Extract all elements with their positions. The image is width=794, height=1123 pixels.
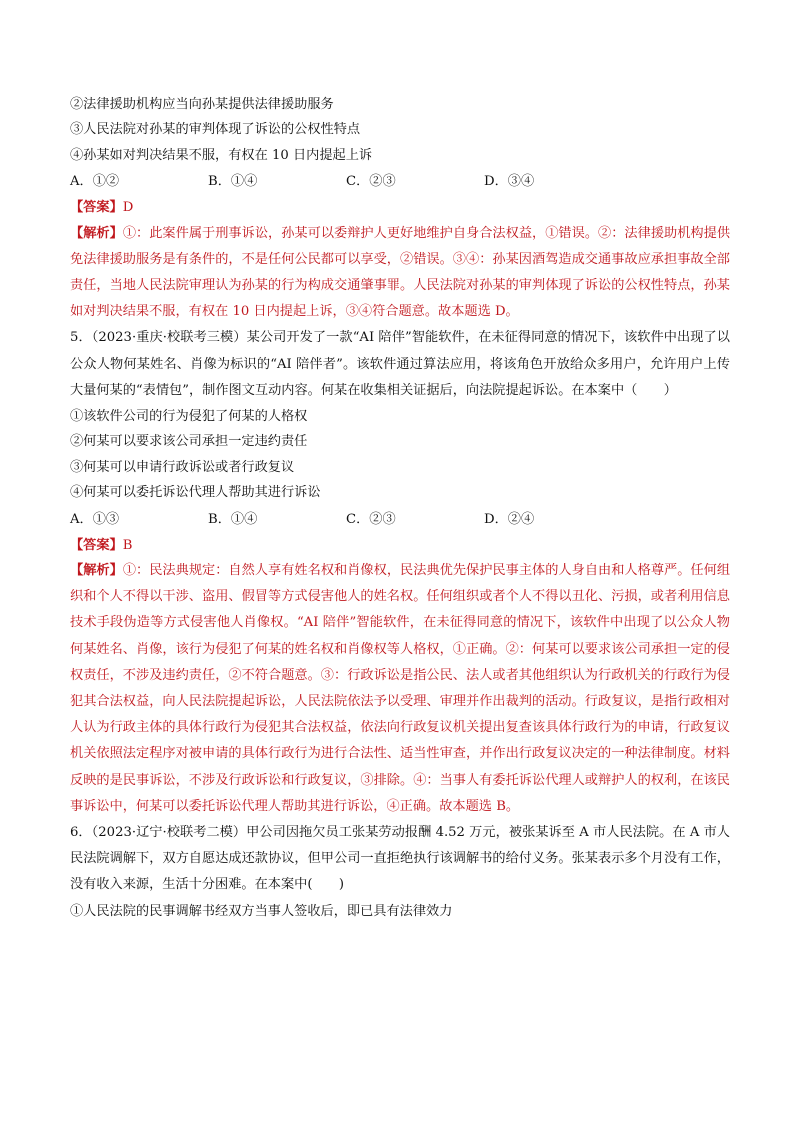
q5-item-2: ②何某可以要求该公司承担一定违约责任 bbox=[70, 434, 308, 450]
q4-analysis-text: ①：此案件属于刑事诉讼，孙某可以委辩护人更好地维护自身合法权益，①错误。②：法律援助机构提供免法律援助服务是有条件的，不是任何公民都可以享受，②错误。③④：孙某因酒驾造成交通事故应承担事故全部责任，当地人民法院审理认为孙某的行为构成交通肇事罪。人民法院对孙某的审判体现了诉讼的公权性特点，孙某如对判决结果不服，有权在 10 日内提起上诉，③④符合题意。故本题选 D。 bbox=[70, 225, 731, 320]
q4-option-c: C．②③ bbox=[346, 174, 396, 190]
document-page bbox=[70, 92, 730, 924]
q5-item-1: ①该软件公司的行为侵犯了何某的人格权 bbox=[70, 408, 308, 424]
q4-answer bbox=[70, 195, 730, 220]
q5-option-b: B．①④ bbox=[208, 511, 258, 527]
q4-analysis-tag: 【解析】 bbox=[70, 225, 123, 241]
q5-stem: 5．（2023·重庆·校联考三模）某公司开发了一款“AI 陪伴”智能软件，在未征得同意的情况下，该软件中出现了以公众人物何某姓名、肖像为标识的“AI 陪伴者”。该软件通过算法应用，将该角色开放给众多用户，允许用户上传大量何某的“表情包”，制作图文互动内容。何某在收集相关证据后，向法院提起诉讼。在本案中（ ） bbox=[70, 330, 730, 398]
q4-answer-value: D bbox=[122, 200, 134, 216]
q4-option-d: D．③④ bbox=[484, 174, 535, 190]
q5-answer bbox=[70, 533, 730, 558]
q4-answer-tag: 【答案】 bbox=[70, 200, 123, 216]
q4-item-3: ③人民法院对孙某的审判体现了诉讼的公权性特点 bbox=[70, 122, 361, 138]
q5-options bbox=[70, 506, 730, 533]
q5-analysis-text: ①：民法典规定：自然人享有姓名权和肖像权，民法典优先保护民事主体的人身自由和人格尊严。任何组织和个人不得以干涉、盗用、假冒等方式侵害他人的姓名权。任何组织或者个人不得以丑化、污损，或者利用信息技术手段伪造等方式侵害他人肖像权。“AI 陪伴”智能软件，在未征得同意的情况下，该软件中出现了以公众人物何某姓名、肖像，该行为侵犯了何某的姓名权和肖像权等人格权，①正确。②：何某可以要求该公司承担一定的侵权责任，不涉及违约责任，②不符合题意。③：行政诉讼是指公民、法人或者其他组织认为行政机关的行政行为侵犯其合法权益，向人民法院提起诉讼，人民法院依法予以受理、审理并作出裁判的活动。行政复议，是指行政相对人认为行政主体的具体行政行为侵犯其合法权益，依法向行政复议机关提出复查该具体行政行为的申请，行政复议机关依照法定程序对被申请的具体行政行为进行合法性、适当性审查，并作出行政复议决定的一种法律制度。材料反映的是民事诉讼，不涉及行政诉讼和行政复议，③排除。④：当事人有委托诉讼代理人或辩护人的权利，在该民事诉讼中，何某可以委托诉讼代理人帮助其进行诉讼，④正确。故本题选 B。 bbox=[70, 562, 731, 814]
q5-option-d: D．②④ bbox=[484, 511, 535, 527]
q4-options bbox=[70, 168, 730, 195]
q5-analysis bbox=[70, 558, 730, 820]
q5-option-a: A．①③ bbox=[70, 511, 120, 527]
q5-analysis-tag: 【解析】 bbox=[70, 562, 123, 578]
q6-stem: 6．（2023·辽宁·校联考二模）甲公司因拖欠员工张某劳动报酬 4.52 万元，被张某诉至 A 市人民法院。在 A 市人民法院调解下，双方自愿达成还款协议，但甲公司一直拒绝执行该调解书的给付义务。张某表示多个月没有工作，没有收入来源，生活十分困难。在本案中( ) bbox=[70, 824, 730, 893]
q4-item-4: ④孙某如对判决结果不服，有权在 10 日内提起上诉 bbox=[70, 147, 373, 163]
q5-answer-tag: 【答案】 bbox=[70, 537, 123, 553]
q4-analysis bbox=[70, 221, 730, 326]
q5-item-4: ④何某可以委托诉讼代理人帮助其进行诉讼 bbox=[70, 485, 321, 501]
q4-option-a: A．①② bbox=[70, 174, 120, 190]
q5-option-c: C．②③ bbox=[346, 511, 396, 527]
q6-item-1: ①人民法院的民事调解书经双方当事人签收后，即已具有法律效力 bbox=[70, 903, 453, 919]
q5-item-3: ③何某可以申请行政诉讼或者行政复议 bbox=[70, 459, 295, 475]
q5-answer-value: B bbox=[122, 537, 133, 553]
q4-item-2: ②法律援助机构应当向孙某提供法律援助服务 bbox=[70, 97, 334, 112]
q4-option-b: B．①④ bbox=[208, 174, 258, 190]
